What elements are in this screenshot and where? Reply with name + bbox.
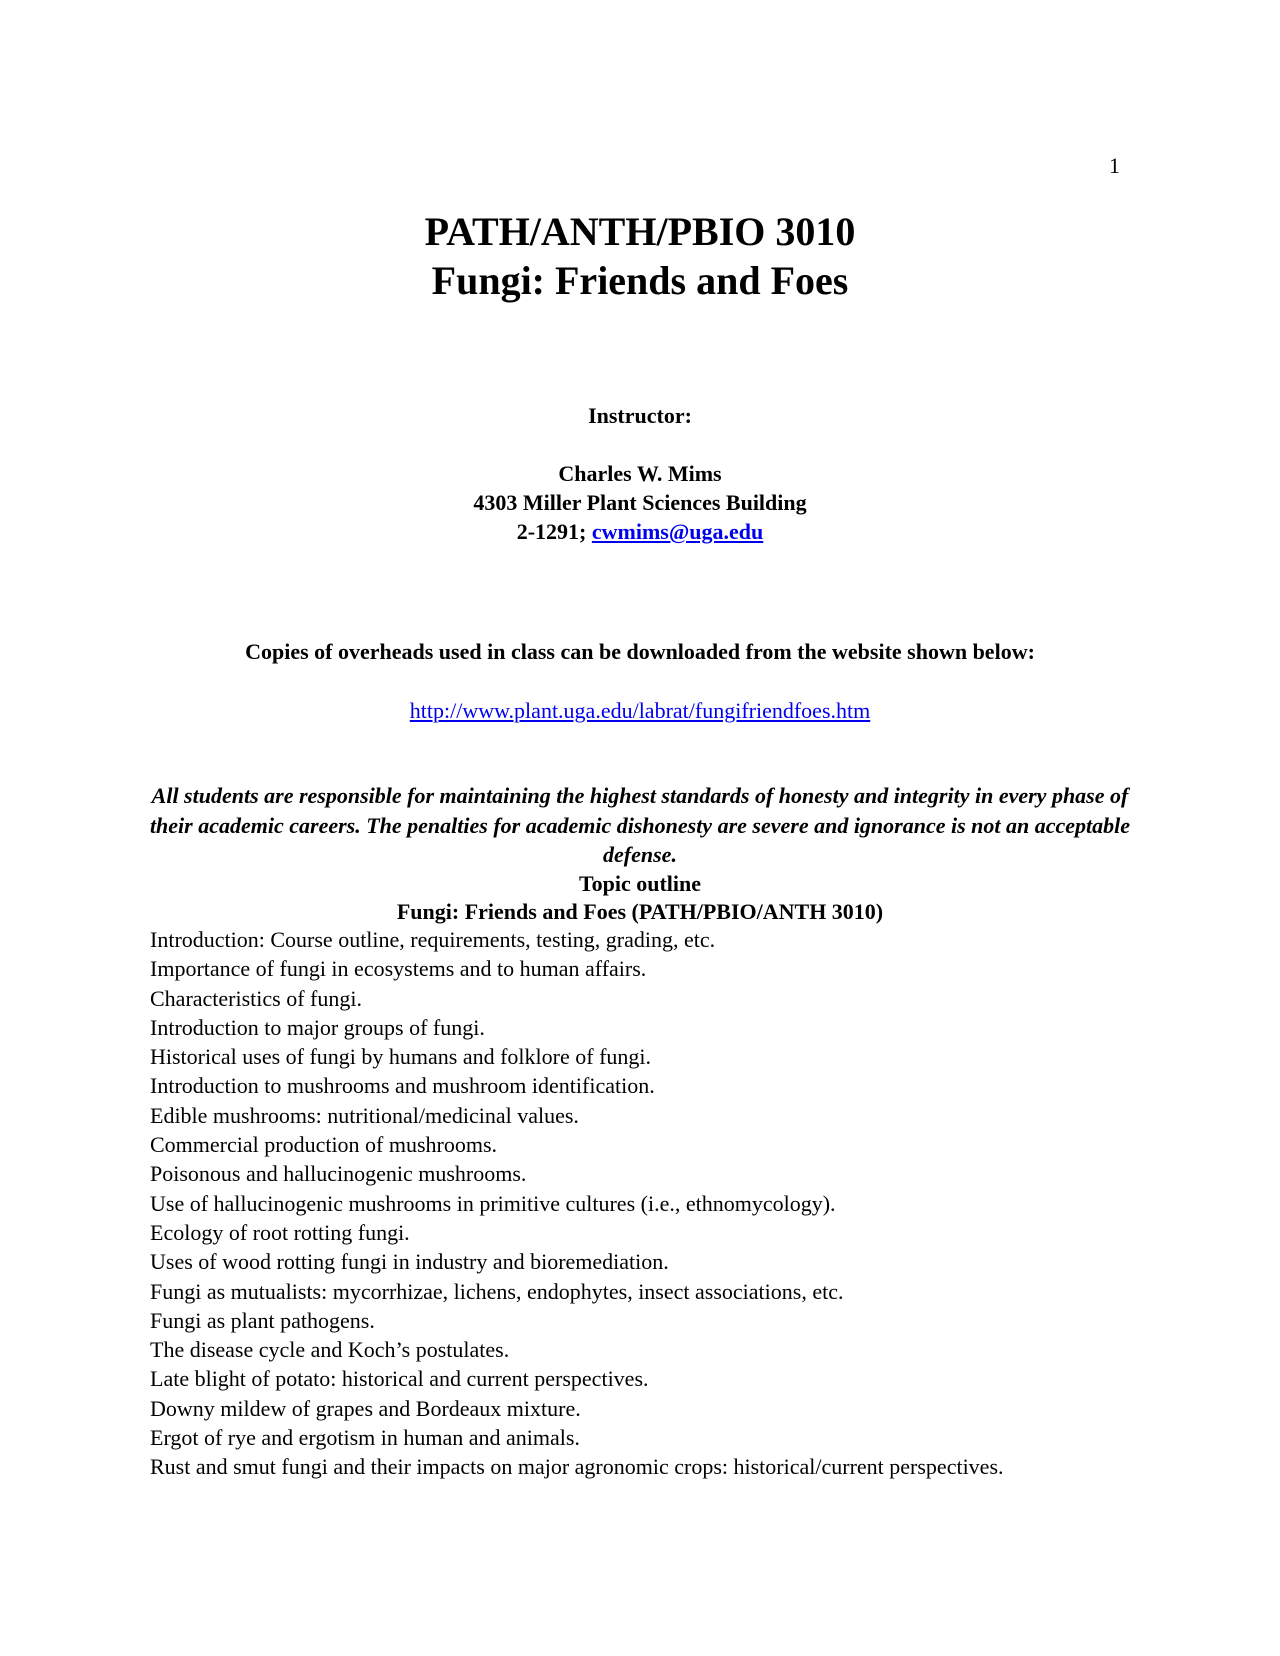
topic-item: Characteristics of fungi.: [150, 985, 362, 1011]
topic-item: Introduction to mushrooms and mushroom identification.: [150, 1073, 655, 1099]
instructor-phone: 2-1291;: [516, 519, 592, 544]
topic-item: Edible mushrooms: nutritional/medicinal values.: [150, 1102, 579, 1128]
course-website-link[interactable]: http://www.plant.uga.edu/labrat/fungifriendfoes.htm: [409, 698, 871, 723]
topic-item: Late blight of potato: historical and current perspectives.: [150, 1366, 649, 1392]
instructor-label: Instructor:: [588, 403, 692, 428]
topic-item: Introduction: Course outline, requirements, testing, grading, etc.: [150, 927, 716, 952]
instructor-contact: [0, 517, 1280, 546]
topic-item: Fungi as mutualists: mycorrhizae, lichens, endophytes, insect associations, etc.: [150, 1278, 844, 1304]
topic-item: The disease cycle and Koch’s postulates.: [150, 1337, 510, 1363]
resources-link-line: [0, 696, 1280, 725]
topic-item: Ecology of root rotting fungi.: [150, 1219, 410, 1245]
topic-item: Downy mildew of grapes and Bordeaux mixture.: [150, 1395, 581, 1421]
topic-item: Importance of fungi in ecosystems and to human affairs.: [150, 956, 647, 982]
topic-item: Ergot of rye and ergotism in human and animals.: [150, 1425, 580, 1451]
topic-item: Introduction to major groups of fungi.: [150, 1014, 485, 1040]
resources-text: Copies of overheads used in class can be downloaded from the website shown below:: [245, 639, 1035, 664]
instructor-name: Charles W. Mims: [558, 461, 722, 486]
topic-list: [150, 925, 1004, 1482]
integrity-statement: All students are responsible for maintaining the highest standards of honesty and integrity in every phase of their academic careers. The penalties for academic dishonesty are severe and ignorance is not an acceptable defense.: [149, 783, 1131, 867]
instructor-email-link[interactable]: cwmims@uga.edu: [591, 519, 764, 544]
course-code-title: PATH/ANTH/PBIO 3010: [424, 209, 856, 254]
topic-item: Fungi as plant pathogens.: [150, 1307, 375, 1333]
topic-item: Rust and smut fungi and their impacts on major agronomic crops: historical/current perspectives.: [150, 1454, 1004, 1480]
outline-heading: Topic outline: [578, 871, 702, 896]
course-title: Fungi: Friends and Foes: [431, 258, 849, 303]
topic-item: Uses of wood rotting fungi in industry and bioremediation.: [150, 1249, 669, 1275]
topic-item: Historical uses of fungi by humans and folklore of fungi.: [150, 1044, 652, 1070]
outline-subheading: Fungi: Friends and Foes (PATH/PBIO/ANTH 3010): [396, 899, 884, 924]
page-number: 1: [1109, 153, 1120, 178]
instructor-office: 4303 Miller Plant Sciences Building: [473, 490, 807, 515]
topic-item: Commercial production of mushrooms.: [150, 1132, 498, 1158]
topic-item: Poisonous and hallucinogenic mushrooms.: [150, 1161, 527, 1187]
topic-item: Use of hallucinogenic mushrooms in primitive cultures (i.e., ethnomycology).: [150, 1190, 836, 1216]
